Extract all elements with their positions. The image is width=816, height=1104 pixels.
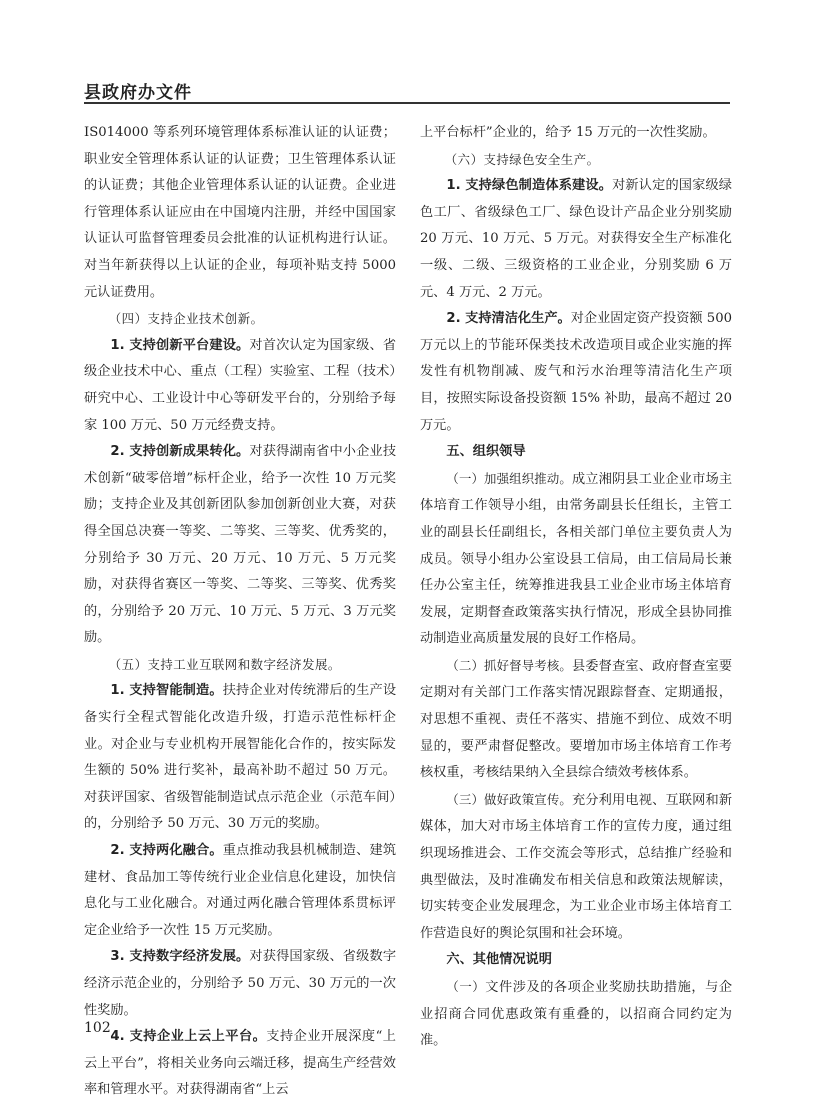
item-heading: （一）加强组织推动。 [446,470,572,486]
paragraph: IS014000 等系列环境管理体系标准认证的认证费；职业安全管理体系认证的认证费；卫生管理体系认证的认证费；其他企业管理体系认证的认证费。企业进行管理体系认证应由在中国境内注册，并经中国国家认证认可监督管理委员会批准的认证机构进行认证。对当年新获得以上认证的企业，每项补贴支持 5000 元认证费用。 [84,125,396,300]
paragraph [420,787,732,948]
paragraph [420,653,732,787]
item-text: 重点推动我县机械制造、建筑建材、食品加工等传统行业企业信息化建设，加快信息化与工业化融合。对通过两化融合管理体系贯标评定企业给予一次性 15 万元奖励。 [84,843,397,938]
subsection-heading: （五）支持工业互联网和数字经济发展。 [108,656,341,672]
item-text: 成立湘阴县工业企业市场主体培育工作领导小组，由常务副县长任组长，主管工业的副县长任副组长，各相关部门单位主要负责人为成员。领导小组办公室设县工信局，由工信局局长兼任办公室主任，统筹推进我县工业企业市场主体培育发展，定期督查政策落实执行情况，形成全县协同推动制造业高质量发展的良好工作格局。 [420,471,733,647]
section-heading: 六、其他情况说明 [446,952,552,968]
subsection-heading: （六）支持绿色安全生产。 [444,151,600,167]
item-text: 对首次认定为国家级、省级企业技术中心、重点（工程）实验室、工程（技术）研究中心、工业设计中心等研发平台的，分别给予每家 100 万元、50 万元经费支持。 [84,337,397,433]
subsection-heading: （四）支持企业技术创新。 [108,311,264,327]
item-text: 文件涉及的各项企业奖励扶助措施，与企业招商合同优惠政策有重叠的，以招商合同约定为准。 [420,980,733,1049]
paragraph [84,838,396,944]
item-text: 对新认定的国家级绿色工厂、省级绿色工厂、绿色设计产品企业分别奖励 20 万元、10 万元、5 万元。对获得安全生产标准化一级、二级、三级资格的工业企业，分别奖励 6 万元、4 万元、2 万元。 [420,178,732,300]
item-title: 1. 支持创新平台建设。 [110,337,250,353]
right-column [420,120,732,1055]
item-text: 扶持企业对传统滞后的生产设备实行全程式智能化改造升级，打造示范性标杆企业。对企业与专业机构开展智能化合作的，按实际发生额的 50% 进行奖补，最高补助不超过 50 万元。对获评国家、省级智能制造试点示范企业（示范车间）的，分别给予 50 万元、30 万元的奖励。 [84,683,397,832]
paragraph [84,439,396,652]
item-title: 1. 支持智能制造。 [110,683,223,699]
item-title: 3. 支持数字经济发展。 [110,949,250,965]
item-text: 县委督查室、政府督查室要定期对有关部门工作落实情况跟踪督查、定期通报，对思想不重视、责任不落实、措施不到位、成效不明显的，要严肃督促整改。要增加市场主体培育工作考核权重，考核结果纳入全县综合绩效考核体系。 [420,658,733,781]
item-title: 2. 支持清洁化生产。 [446,311,571,327]
item-text: 支持企业开展深度“上云上平台”，将相关业务向云端迁移，提高生产经营效率和管理水平。对获得湖南省“上云 [84,1029,396,1098]
left-column [84,120,396,1104]
item-heading: （一） [446,979,486,994]
item-title: 2. 支持创新成果转化。 [110,444,250,460]
item-text: 充分利用电视、互联网和新媒体，加大对市场主体培育工作的宣传力度，通过组织现场推进会、工作交流会等形式，总结推广经验和典型做法，及时准确发布相关信息和政策法规解读，切实转变企业发展理念，为工业企业市场主体培育工作营造良好的舆论氛围和社会环境。 [420,792,733,941]
paragraph [420,306,732,439]
header-divider [84,102,730,104]
paragraph: 上平台标杆”企业的，给予 15 万元的一次性奖励。 [420,125,716,140]
page-number: 102 [84,1020,111,1036]
item-heading: （三）做好政策宣传。 [446,791,572,807]
paragraph [84,1024,396,1104]
page-header-title: 县政府办文件 [84,83,192,103]
item-title: 4. 支持企业上云上平台。 [110,1029,267,1045]
paragraph [420,466,732,653]
item-heading: （二）抓好督导考核。 [446,657,572,673]
item-text: 对企业固定资产投资额 500 万元以上的节能环保类技术改造项目或企业实施的挥发性有机物削减、废气和污水治理等清洁化生产项目，按照实际设备投资额 15% 补助，最高不超过 20 万元。 [420,311,732,433]
paragraph [420,974,732,1055]
item-text: 对获得国家级、省级数字经济示范企业的，分别给予 50 万元、30 万元的一次性奖励。 [84,949,397,1018]
item-title: 1. 支持绿色制造体系建设。 [446,178,613,194]
paragraph [84,333,396,439]
section-heading: 五、组织领导 [446,444,526,460]
item-text: 对获得湖南省中小企业技术创新“破零倍增”标杆企业，给予一次性 10 万元奖励；支持企业及其创新团队参加创新创业大赛，对获得全国总决赛一等奖、二等奖、三等奖、优秀奖的，分别给予 30 万元、20 万元、10 万元、5 万元奖励，对获得省赛区一等奖、二等奖、三等奖、优秀奖的，分别给予 20 万元、10 万元、5 万元、3 万元奖励。 [84,444,397,646]
paragraph [420,173,732,306]
paragraph [84,944,396,1024]
paragraph [84,678,396,838]
item-title: 2. 支持两化融合。 [110,843,223,859]
